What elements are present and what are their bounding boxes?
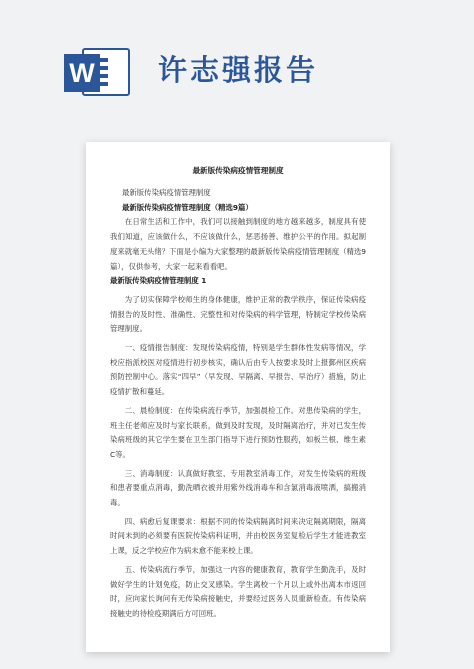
document-body [110, 164, 366, 622]
brand-title: 许志强报告 [158, 53, 319, 87]
document-title: 最新版传染病疫情管理制度 [192, 166, 284, 175]
document-subtitle-bold: 最新版传染病疫情管理制度（精选9篇） [122, 202, 253, 212]
header-banner [0, 0, 474, 120]
body-paragraph: 四、病愈后复课要求：根据不同的传染病隔离时间来决定隔离期限，隔离时间未到的必须要有医院传染病科证明，并由校医务室复检后学生才能进教室上课，反之学校应作为病未愈不能来校上课。 [110, 516, 366, 556]
word-logo-letter: W [64, 54, 100, 92]
word-document-icon [64, 44, 130, 100]
body-paragraph: 三、消毒制度：认真做好教室、专用教室消毒工作，对发生传染病的班级和患者要重点消毒，勤洗晒衣被并用紫外线消毒车和含氯消毒液喷洒，搞搬消毒。 [110, 468, 366, 508]
body-paragraph: 五、传染病流行季节，加强这一内容的健康教育，教育学生勤洗手，及时做好学生的计划免疫，防止交叉感染。学生离校一个月以上或外出离本市返回时，应向家长询问有无传染病接触史，并要经过医务人员重新检查。有传染病接触史的待检疫期满后方可回班。 [110, 564, 366, 618]
document-subtitle: 最新版传染病疫情管理制度 [122, 188, 211, 197]
body-paragraph: 一、疫情报告制度：发现传染病疫情，特别是学生群体性发病等情况，学校应指派校医对疫情进行初步核实，确认后由专人按要求及时上报鄞州区疾病预防控制中心。落实“四早”（早发现、早隔离、早报告、早治疗）措施，防止疫情扩散和蔓延。 [110, 343, 366, 397]
body-paragraph: 为了切实保障学校师生的身体健康，维护正常的教学秩序，保证传染病疫情报告的及时性、准确性、完整性和对传染病的科学管理，特制定学校传染病管理制度。 [110, 294, 366, 334]
document-page [86, 142, 390, 652]
section-heading: 最新版传染病疫情管理制度 1 [110, 276, 207, 286]
body-paragraph: 二、晨检制度：在传染病流行季节，加强晨检工作。对患传染病的学生，班主任老师应及时与家长联系，做到及时发现，及时隔离治疗，并对已发生传染病班级的其它学生要在卫生部门指导下进行预防性服药，如板兰根、维生素C等。 [110, 405, 366, 459]
intro-paragraph: 在日常生活和工作中，我们可以接触到制度的地方越来越多，制度具有使我们知道，应该做什么，不应该做什么，惩恶扬善、维护公平的作用。拟起制度来就毫无头绪？下面是小编为大家整理的最新版传染病疫情管理制度（精选9篇），仅供参考，大家一起来看看吧。 [110, 217, 366, 271]
